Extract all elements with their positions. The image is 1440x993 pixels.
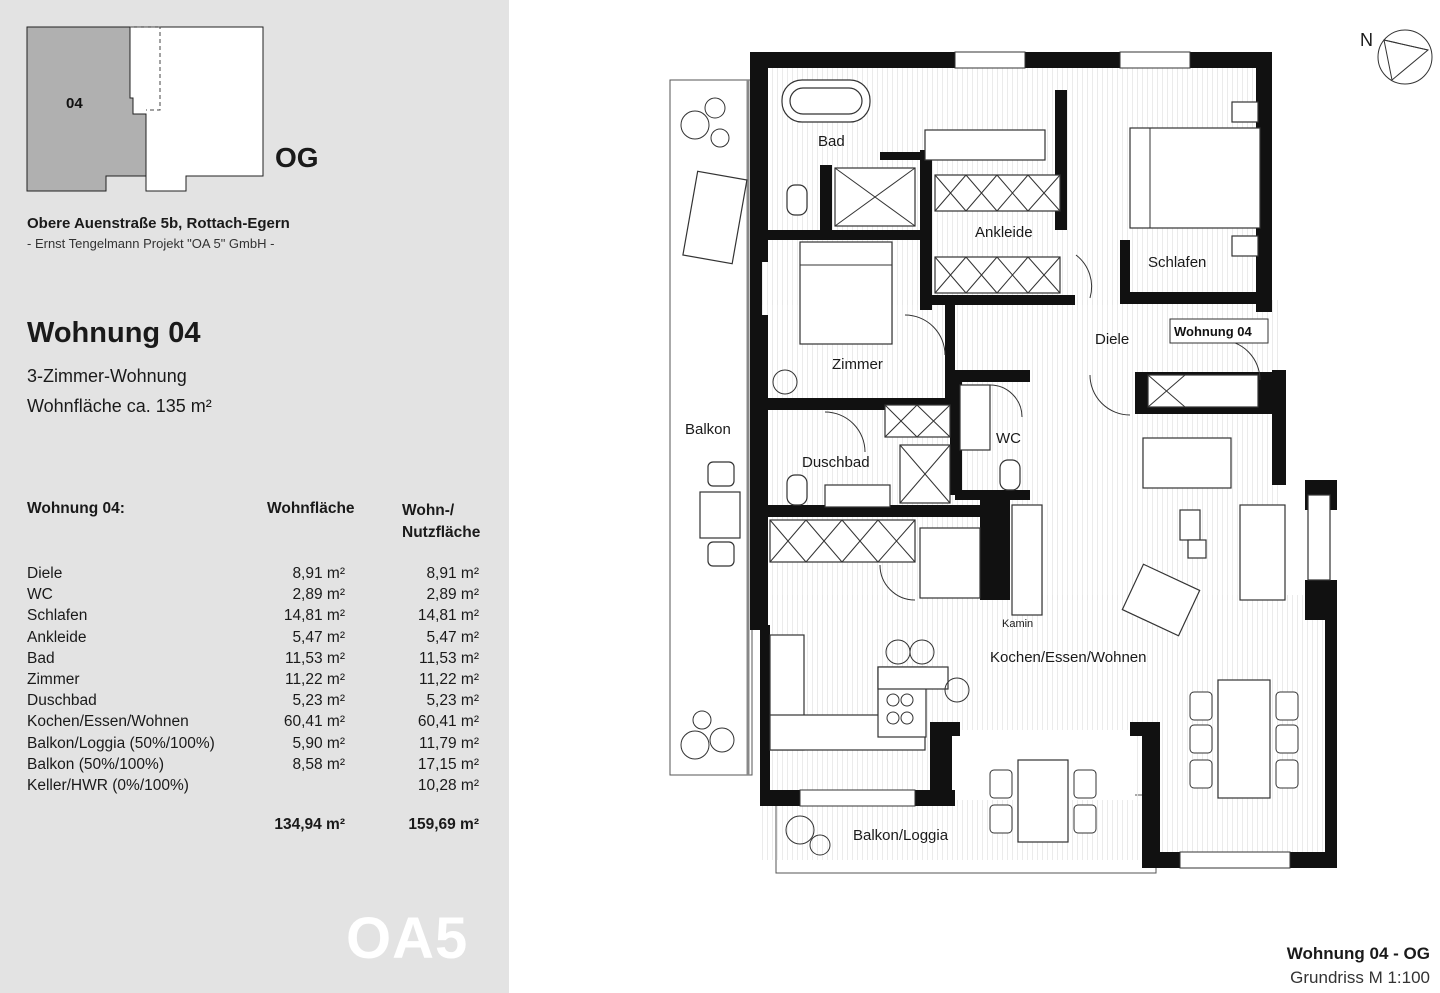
room-label-duschbad: Duschbad bbox=[802, 454, 870, 471]
area-table-rows bbox=[27, 563, 487, 796]
header-wohnflaeche: Wohnfläche bbox=[267, 500, 355, 517]
row-room-name: WC bbox=[27, 586, 53, 604]
header-unit: Wohnung 04: bbox=[27, 500, 125, 517]
row-room-name: Ankleide bbox=[27, 628, 87, 646]
area-table-row bbox=[27, 711, 487, 732]
row-room-name: Schlafen bbox=[27, 607, 88, 625]
developer-name: - Ernst Tengelmann Projekt "OA 5" GmbH - bbox=[27, 236, 275, 251]
room-label-wc: WC bbox=[996, 430, 1021, 447]
room-label-zimmer: Zimmer bbox=[832, 356, 883, 373]
keyplan-diagram bbox=[26, 26, 266, 194]
row-room-name: Zimmer bbox=[27, 670, 80, 688]
row-room-name: Keller/HWR (0%/100%) bbox=[27, 776, 189, 794]
total-nutzflaeche: 159,69 m² bbox=[408, 816, 479, 833]
unit-tag-label: Wohnung 04 bbox=[1174, 324, 1252, 339]
room-label-kamin: Kamin bbox=[1002, 618, 1034, 630]
row-wohnflaeche: 8,58 m² bbox=[292, 755, 345, 773]
property-address: Obere Auenstraße 5b, Rottach-Egern bbox=[27, 215, 290, 232]
row-nutzflaeche: 17,15 m² bbox=[417, 755, 479, 773]
plan-title: Wohnung 04 - OG bbox=[1286, 944, 1430, 963]
area-table-row bbox=[27, 584, 487, 605]
room-label-kochen-essen-wohnen: Kochen/Essen/Wohnen bbox=[990, 649, 1147, 666]
row-nutzflaeche: 2,89 m² bbox=[426, 586, 479, 604]
apartment-living-area: Wohnfläche ca. 135 m² bbox=[27, 396, 212, 416]
floor-plan bbox=[640, 20, 1340, 900]
area-table-row bbox=[27, 775, 487, 796]
total-wohnflaeche: 134,94 m² bbox=[274, 816, 345, 833]
row-wohnflaeche: 14,81 m² bbox=[283, 607, 345, 625]
apartment-title: Wohnung 04 bbox=[27, 317, 201, 349]
row-wohnflaeche: 11,22 m² bbox=[284, 670, 345, 688]
header-nutzflaeche-line2: Nutzfläche bbox=[402, 524, 481, 541]
area-table-row bbox=[27, 733, 487, 754]
row-room-name: Balkon (50%/100%) bbox=[27, 755, 164, 773]
row-wohnflaeche: 2,89 m² bbox=[292, 586, 345, 604]
row-wohnflaeche: 5,47 m² bbox=[292, 628, 345, 646]
room-label-balkon: Balkon bbox=[685, 421, 731, 438]
floor-label: OG bbox=[275, 142, 319, 173]
row-room-name: Bad bbox=[27, 649, 55, 667]
area-table-header bbox=[27, 500, 487, 560]
area-table-row bbox=[27, 690, 487, 711]
info-panel bbox=[0, 0, 509, 993]
row-wohnflaeche: 11,53 m² bbox=[284, 649, 345, 667]
header-nutzflaeche bbox=[402, 500, 512, 544]
row-nutzflaeche: 5,23 m² bbox=[426, 692, 479, 710]
north-label: N bbox=[1360, 30, 1373, 50]
row-nutzflaeche: 11,22 m² bbox=[418, 670, 479, 688]
row-room-name: Duschbad bbox=[27, 692, 97, 710]
row-nutzflaeche: 8,91 m² bbox=[426, 565, 479, 582]
header-nutzflaeche-line1: Wohn-/ bbox=[402, 502, 455, 519]
area-table-row bbox=[27, 669, 487, 690]
keyplan-unit-highlight bbox=[27, 27, 146, 191]
area-table-totals bbox=[27, 816, 487, 838]
row-wohnflaeche: 60,41 m² bbox=[283, 713, 345, 731]
area-table bbox=[27, 500, 487, 833]
row-wohnflaeche: 5,90 m² bbox=[292, 734, 345, 752]
row-room-name: Balkon/Loggia (50%/100%) bbox=[27, 734, 215, 752]
room-label-schlafen: Schlafen bbox=[1148, 254, 1207, 271]
area-table-row bbox=[27, 627, 487, 648]
north-arrow-icon bbox=[1376, 28, 1434, 86]
apartment-type: 3-Zimmer-Wohnung bbox=[27, 366, 187, 386]
plan-scale: Grundriss M 1:100 bbox=[1290, 968, 1430, 987]
room-label-ankleide: Ankleide bbox=[975, 224, 1033, 241]
row-nutzflaeche: 60,41 m² bbox=[417, 713, 479, 731]
row-nutzflaeche: 14,81 m² bbox=[417, 607, 479, 625]
room-label-diele: Diele bbox=[1095, 331, 1130, 348]
row-room-name: Diele bbox=[27, 565, 63, 582]
keyplan-unit-label: 04 bbox=[66, 95, 83, 112]
row-nutzflaeche: 5,47 m² bbox=[426, 628, 479, 646]
row-nutzflaeche: 10,28 m² bbox=[417, 776, 479, 794]
area-table-row bbox=[27, 605, 487, 626]
area-table-row bbox=[27, 754, 487, 775]
area-table-row bbox=[27, 563, 487, 584]
keyplan-building-outline bbox=[130, 27, 263, 191]
row-room-name: Kochen/Essen/Wohnen bbox=[27, 713, 189, 731]
room-label-bad: Bad bbox=[818, 133, 845, 150]
row-wohnflaeche: 5,23 m² bbox=[292, 692, 345, 710]
area-table-row bbox=[27, 648, 487, 669]
room-label-balkon-loggia: Balkon/Loggia bbox=[853, 827, 949, 844]
row-nutzflaeche: 11,79 m² bbox=[418, 734, 479, 752]
brand-logo: OA5 bbox=[346, 906, 469, 971]
row-wohnflaeche: 8,91 m² bbox=[292, 565, 345, 582]
row-nutzflaeche: 11,53 m² bbox=[418, 649, 479, 667]
